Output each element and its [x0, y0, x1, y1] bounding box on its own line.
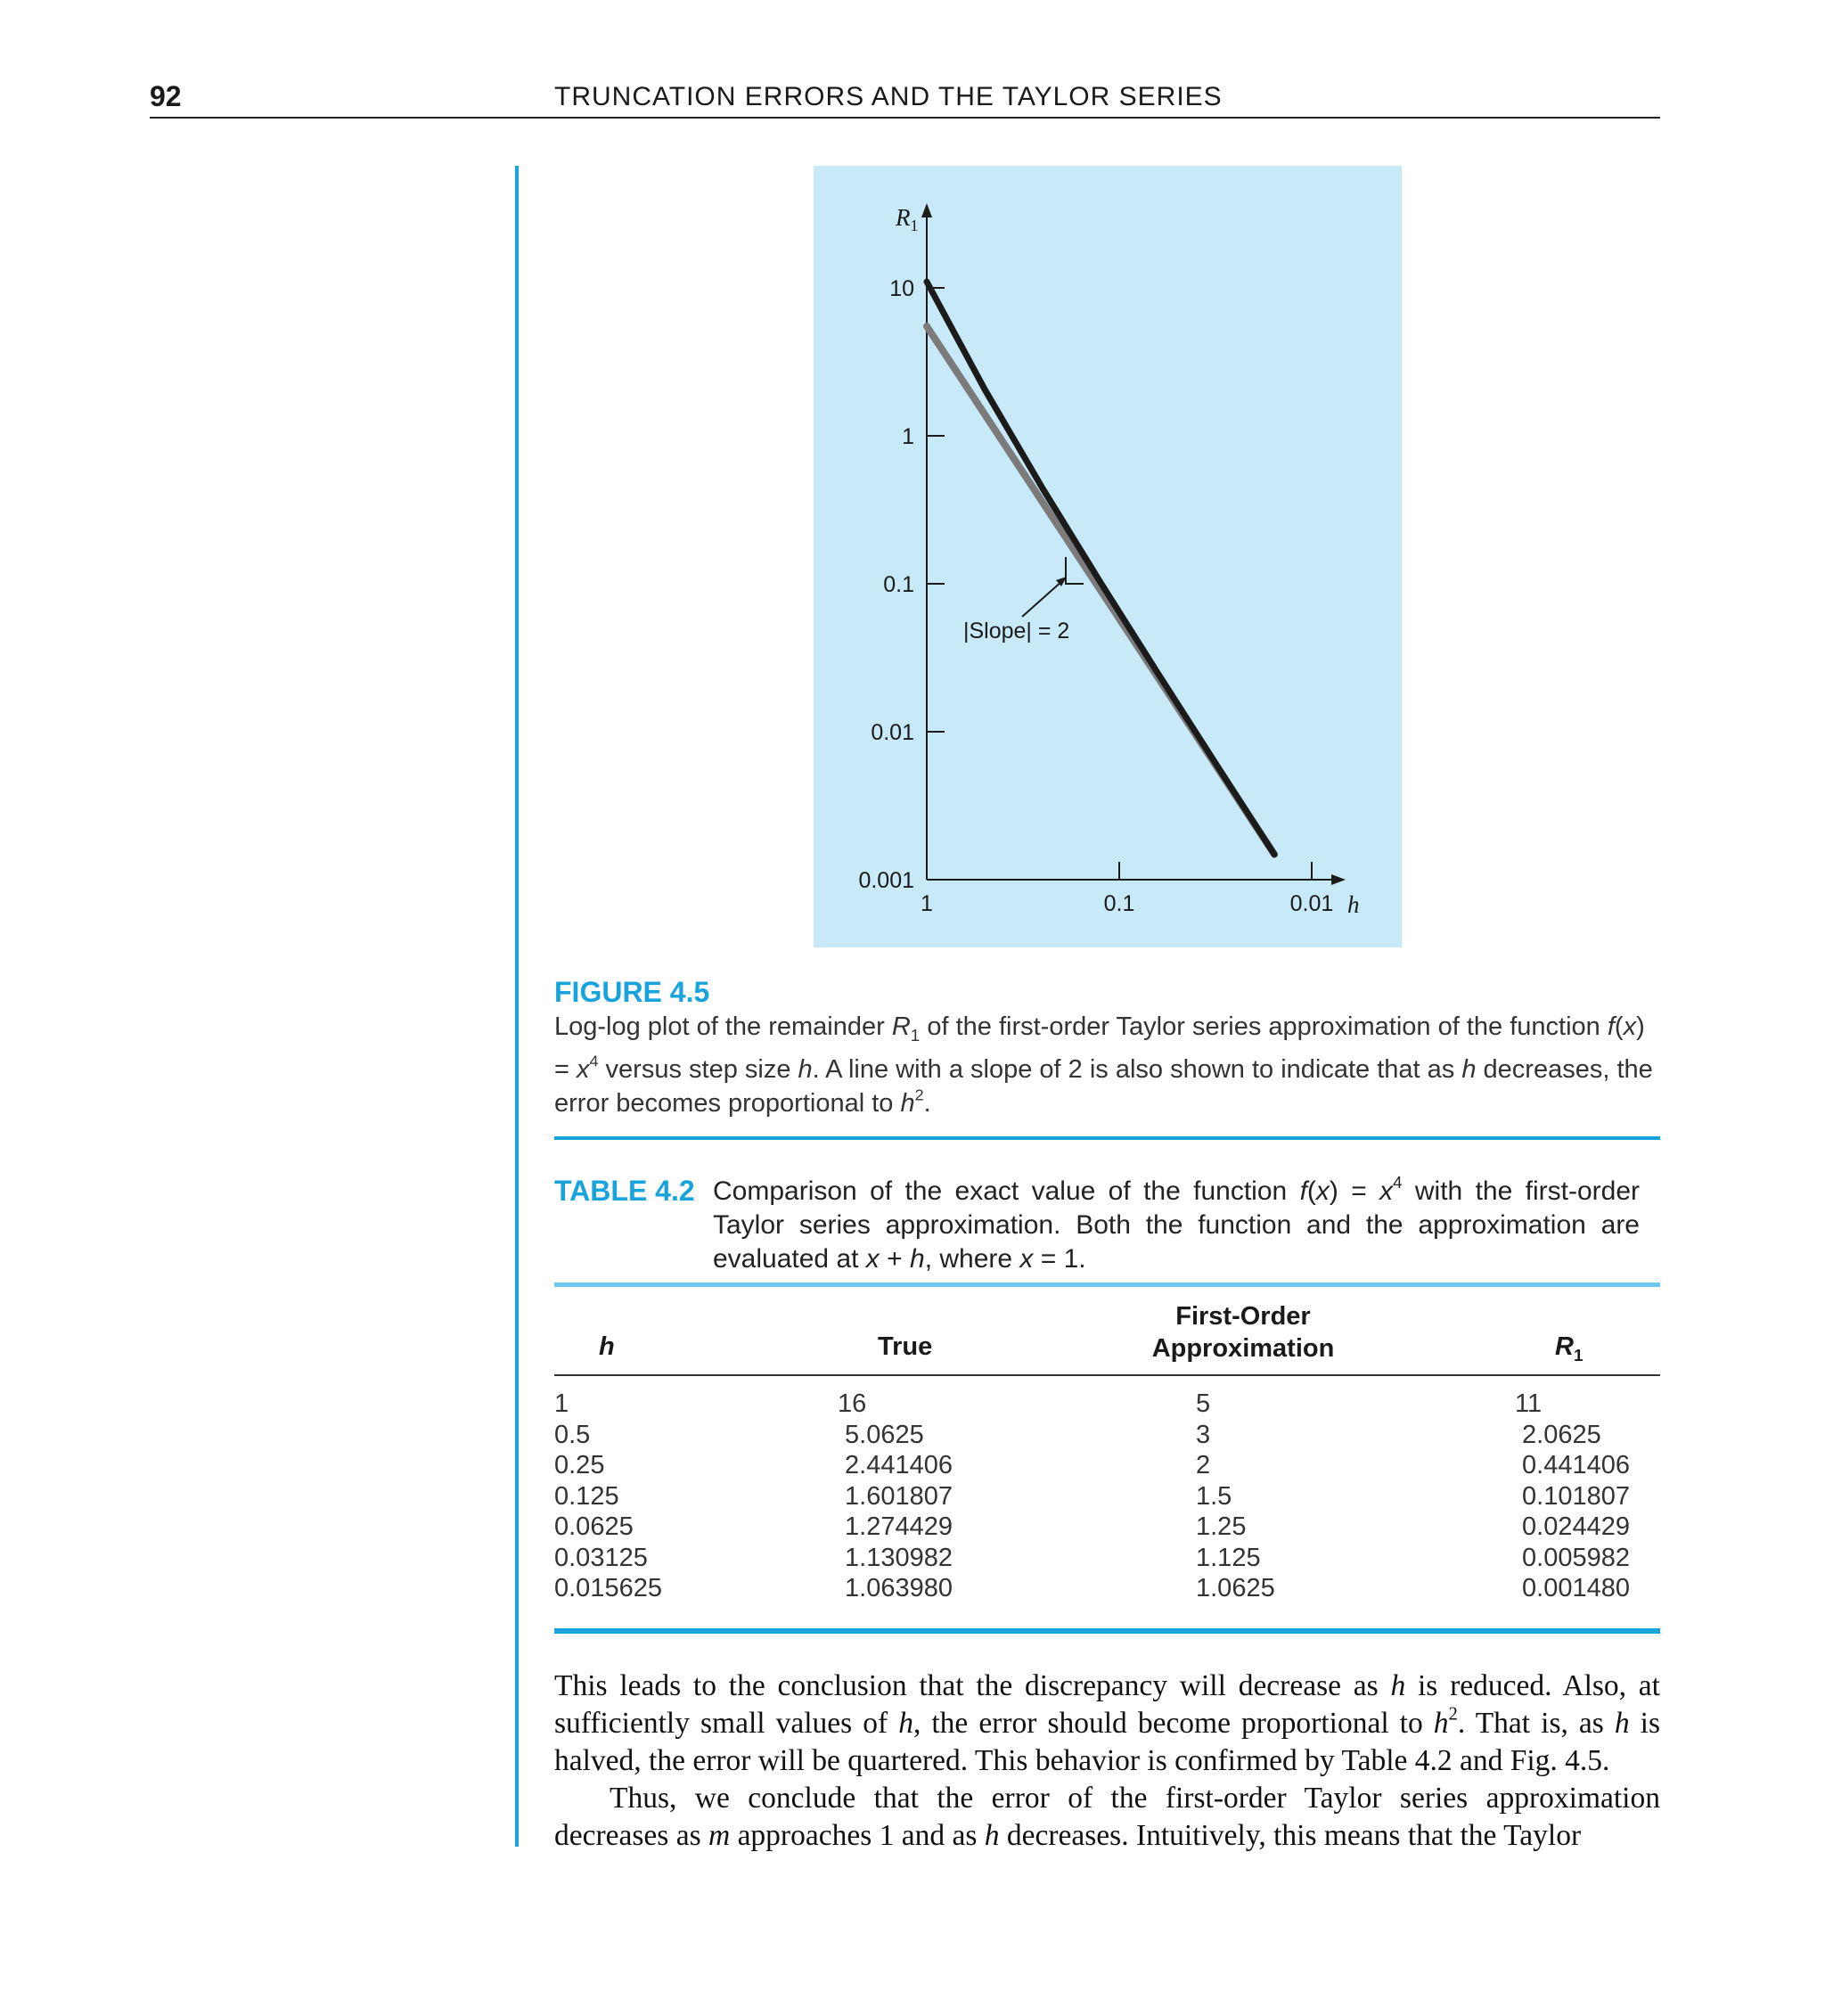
table-label: TABLE 4.2	[554, 1175, 695, 1207]
table-cell: 0.001480	[1515, 1574, 1631, 1602]
annotation-arrow	[1022, 580, 1063, 617]
chart	[814, 166, 1402, 947]
table-cell: 0.024429	[1515, 1512, 1631, 1541]
table-cell: 1.0625	[1196, 1574, 1275, 1602]
slope-label: |Slope| = 2	[963, 619, 1070, 643]
column-header-h: h	[599, 1332, 615, 1361]
table-cell: 0.25	[554, 1451, 605, 1479]
axes	[858, 203, 1346, 916]
table-top-rule	[554, 1136, 1660, 1140]
figure-label: FIGURE 4.5	[554, 976, 710, 1008]
y-tick-label: 10	[889, 276, 914, 301]
table-caption: Comparison of the exact value of the function $f(x) = x^4$ with the first-order Taylor series approximation. Both the function and the approximation are evaluated at x + h, where x = 1.	[713, 1172, 1640, 1274]
table-cell: 1	[554, 1389, 569, 1418]
margin-bar	[515, 166, 519, 1847]
table-cell: 16	[838, 1389, 867, 1418]
table-cell: 5.0625	[838, 1420, 924, 1449]
table-cell: 0.441406	[1515, 1451, 1631, 1479]
table-cell: 1.130982	[838, 1543, 953, 1572]
slope-annotation	[963, 557, 1084, 643]
table-cell: 1.063980	[838, 1574, 953, 1602]
column-header-first-order: First-Order Approximation	[1151, 1302, 1335, 1363]
x-tick-label: 1	[921, 891, 933, 916]
r1-series-line	[927, 282, 1274, 855]
running-head: TRUNCATION ERRORS AND THE TAYLOR SERIES	[554, 82, 1223, 111]
table-header-rule	[554, 1374, 1660, 1376]
table-cell: 0.005982	[1515, 1543, 1631, 1572]
column-h	[554, 1389, 662, 1604]
figure-panel	[814, 166, 1402, 947]
table-cell: 0.0625	[554, 1512, 634, 1541]
y-axis-title-main: R	[896, 204, 911, 231]
x-tick-label: 0.01	[1289, 891, 1334, 916]
table-cell: 0.101807	[1515, 1481, 1631, 1511]
table-header-top-rule	[554, 1283, 1660, 1287]
column-r1	[1515, 1389, 1630, 1604]
table-cell: 1.601807	[838, 1481, 953, 1511]
y-axis-title-sub: 1	[910, 217, 919, 234]
y-tick-label: 0.1	[883, 572, 914, 597]
paragraph: This leads to the conclusion that the discrepancy will decrease as h is reduced. Also, at sufficiently small values of h, the error should become proportional to $h^2$. That is, as h is halved, the error will be quartered. This behavior is confirmed by Table 4.2 and Fig. 4.5.	[554, 1669, 1660, 1777]
table-cell: 2	[1196, 1451, 1211, 1479]
table-cell: 5	[1196, 1389, 1211, 1418]
column-header-r1: $R_1$	[1555, 1332, 1584, 1364]
y-tick-label: 0.001	[858, 868, 914, 893]
series-layer	[927, 282, 1274, 855]
table-cell: 0.03125	[554, 1543, 648, 1572]
page-number: 92	[150, 80, 182, 112]
table-cell: 0.5	[554, 1420, 591, 1449]
table-bottom-rule	[554, 1628, 1660, 1634]
table-cell: 2.0625	[1515, 1420, 1601, 1449]
header-rule	[150, 117, 1660, 119]
table-cell: 1.5	[1196, 1481, 1232, 1511]
column-first-order	[1196, 1389, 1275, 1604]
body-text	[554, 1668, 1660, 1855]
table-cell: 11	[1515, 1389, 1543, 1418]
y-axis-title	[895, 204, 919, 234]
y-tick-label: 1	[902, 424, 914, 449]
table-cell: 0.015625	[554, 1574, 662, 1602]
table-cell: 0.125	[554, 1481, 619, 1511]
column-true	[838, 1389, 953, 1604]
column-header-true: True	[878, 1332, 933, 1361]
table-cell: 1.25	[1196, 1512, 1247, 1541]
x-axis-title: h	[1347, 891, 1360, 918]
y-axis-arrowhead	[921, 203, 932, 217]
paragraph: Thus, we conclude that the error of the first-order Taylor series approximation decreases as m approaches 1 and as h decreases. Intuitively, this means that the Taylor	[554, 1782, 1660, 1852]
table-cell: 1.125	[1196, 1543, 1261, 1572]
table-cell: 2.441406	[838, 1451, 953, 1479]
x-tick-label: 0.1	[1103, 891, 1135, 916]
figure-caption: Log-log plot of the remainder $R_1$ of the first-order Taylor series approximation of the function $f(x) = x^4$ versus step size h. A line with a slope of 2 is also shown to indicate that as h decreases, the error becomes proportional to $h^2$.	[554, 1012, 1653, 1118]
table-cell: 3	[1196, 1420, 1211, 1449]
y-tick-label: 0.01	[871, 720, 914, 745]
table-cell: 1.274429	[838, 1512, 953, 1541]
x-axis-arrowhead	[1331, 874, 1346, 885]
